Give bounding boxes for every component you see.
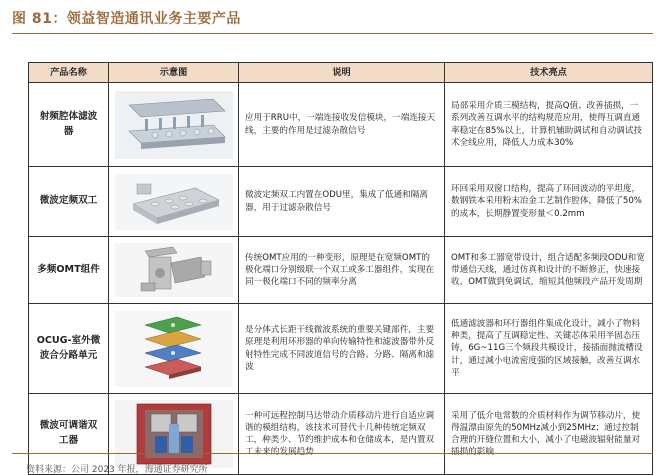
header-image: 示意图 — [109, 63, 239, 83]
product-features: OMT和多工器宽带设计，组合适配多频段ODU和宽带通信天线，通过仿真和设计的不断修正，快速接收，OMT做到免调试，缩短其他频段产品开发周期 — [445, 237, 653, 304]
header-description: 说明 — [239, 63, 445, 83]
product-name: 多频OMT组件 — [29, 237, 109, 304]
product-name: OCUG-室外微波合分路单元 — [29, 304, 109, 394]
cavity-filter-image — [115, 91, 233, 159]
product-features: 局部采用介质三模结构，提高Q值、改善插损，一系列改善互调水平的结构规范应用，使得互调直通率稳定在85%以上，计算机辅助调试和自动调试技术全线应用，降低人力成本30% — [445, 83, 653, 167]
footer-divider — [12, 453, 653, 454]
product-name: 微波定频双工 — [29, 167, 109, 237]
product-features: 采用了低介电常数的介质材料作为调节移动片，使得温漂由原先的50MHz减小到25MHz；通过控制合理的开缝位置和大小，减小了电磁波辐射能量对插损的影响 — [445, 394, 653, 475]
product-name: 微波可调谐双工器 — [29, 394, 109, 475]
title-divider — [12, 33, 653, 34]
product-features: 低通滤波器和环行器组件集成化设计，减小了物料种类，提高了互调稳定性、关键芯体采用半固态压铸，6G~11G三个频段共模设计，接插面抛流槽设计，通过减小电流密度强的区域接触，改善互调水平 — [445, 304, 653, 394]
omt-assembly-image — [115, 243, 233, 297]
figure-title: 图 81：领益智造通讯业务主要产品 — [12, 11, 241, 27]
table-row — [29, 167, 653, 237]
header-features: 技术亮点 — [445, 63, 653, 83]
product-description: 一种可远程控制马达带动介质移动片进行自适应调谐的模组结构，该技术可替代十几种传统定频双工，种类少、节约维护成本和仓储成本，是内置双工未来的发展趋势 — [239, 394, 445, 475]
tunable-diplexer-image — [115, 400, 233, 468]
product-description: 传统OMT应用的一种变形，原理是在宽频OMT的极化端口分别级联一个双工或多工器组件，实现在同一极化端口不同的频率分离 — [239, 237, 445, 304]
ocug-combiner-image — [115, 311, 233, 387]
source-note: 资料来源：公司 2023 年报，海通证券研究所 — [26, 465, 208, 475]
header-name: 产品名称 — [29, 63, 109, 83]
table-row — [29, 304, 653, 394]
product-description: 应用于RRU中，一端连接收发信模块，一端连接天线，主要的作用是过滤杂散信号 — [239, 83, 445, 167]
microwave-diplexer-image — [115, 174, 233, 230]
table-row — [29, 83, 653, 167]
product-name: 射频腔体滤波器 — [29, 83, 109, 167]
table-row — [29, 237, 653, 304]
product-description: 是分体式长距干线微波系统的重要关键部件，主要原理是利用环形器的单向传输特性和滤波器带外反射特性完成不同波道信号的合路、分路、隔离和滤波 — [239, 304, 445, 394]
product-features: 环回采用双窗口结构，提高了环回波动的平坦度，数钢铁本采用粉末冶金工艺制作腔体，降低了50%的成本，长期静置变形量＜0.2mm — [445, 167, 653, 237]
product-description: 微波定频双工内置在ODU里，集成了低通和隔离器，用于过滤杂散信号 — [239, 167, 445, 237]
table-header-row — [29, 63, 653, 83]
product-table — [28, 62, 653, 475]
